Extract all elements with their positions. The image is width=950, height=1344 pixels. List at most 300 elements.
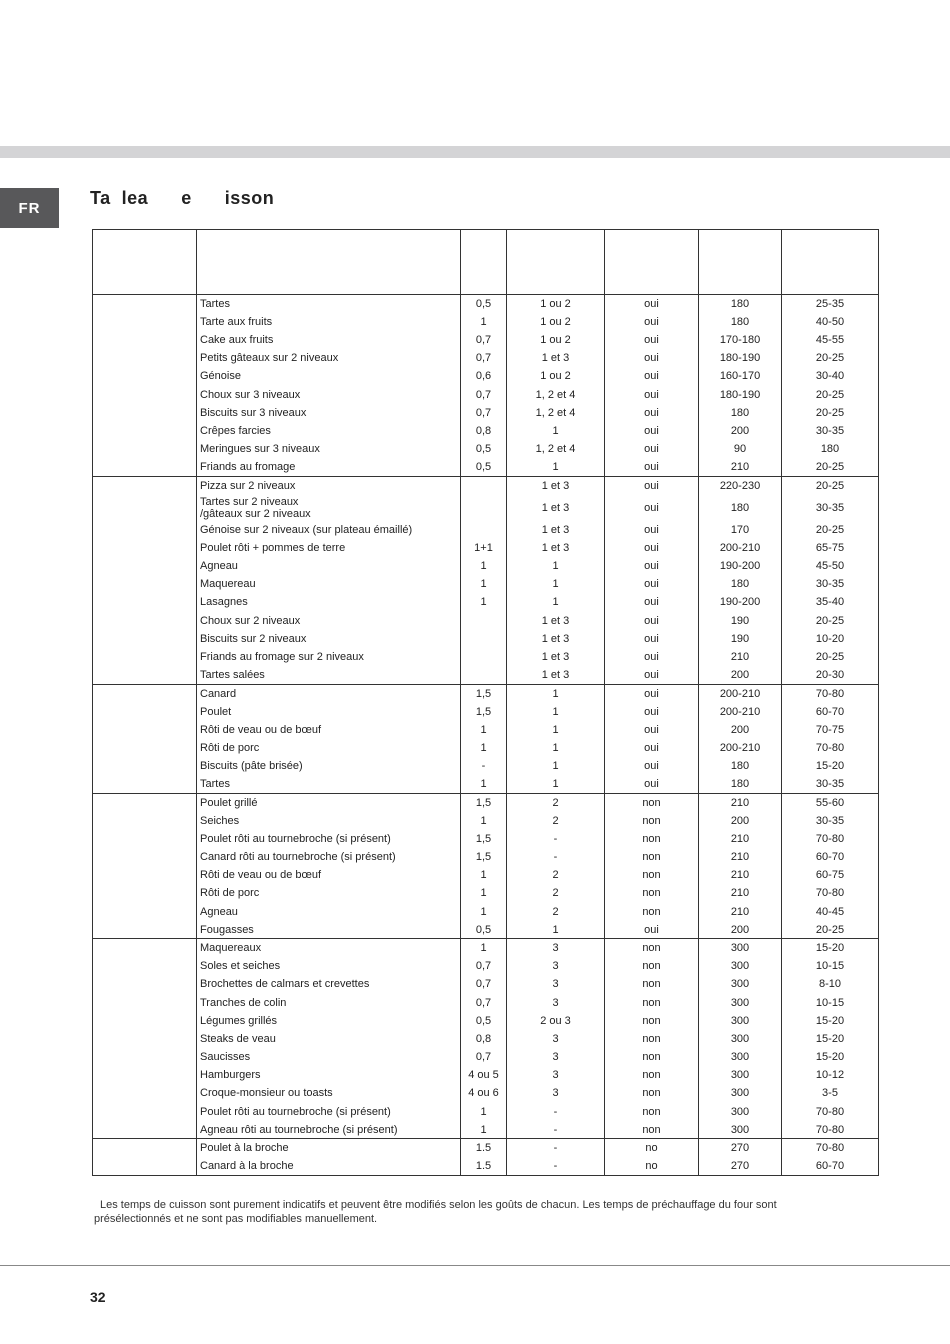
- food-label: Tartes salées: [200, 668, 265, 681]
- weight-cell: 1: [461, 939, 507, 957]
- table-row: [93, 295, 879, 313]
- weight-cell: 1.5: [461, 1157, 507, 1175]
- weight-cell: 1: [461, 721, 507, 739]
- time-cell: 15-20: [782, 1012, 879, 1030]
- temp-cell: 190: [699, 630, 782, 648]
- page-title: Ta lea e isson: [90, 188, 275, 208]
- food-cell: [197, 495, 461, 521]
- table-row: [93, 975, 879, 993]
- food-label: Choux sur 3 niveaux: [200, 388, 301, 401]
- level-cell: 1, 2 et 4: [507, 385, 605, 403]
- preheat-cell: oui: [605, 313, 699, 331]
- level-cell: -: [507, 1139, 605, 1157]
- food-label: Biscuits sur 3 niveaux: [200, 406, 307, 419]
- time-cell: 20-30: [782, 666, 879, 684]
- header-cell-food: [197, 230, 461, 295]
- food-cell: [197, 903, 461, 921]
- food-cell: [197, 385, 461, 403]
- table-row: [93, 721, 879, 739]
- table-row: [93, 495, 879, 521]
- food-cell: [197, 1121, 461, 1139]
- temp-cell: 300: [699, 975, 782, 993]
- preheat-cell: non: [605, 1121, 699, 1139]
- food-label: Biscuits (pâte brisée): [200, 760, 303, 773]
- temp-cell: 210: [699, 884, 782, 902]
- level-cell: 3: [507, 1048, 605, 1066]
- preheat-cell: oui: [605, 385, 699, 403]
- food-label: Friands au fromage: [200, 461, 296, 474]
- weight-cell: 0,5: [461, 440, 507, 458]
- level-cell: 1: [507, 757, 605, 775]
- food-label: Poulet: [200, 705, 232, 718]
- preheat-cell: oui: [605, 702, 699, 720]
- temp-cell: 200: [699, 921, 782, 939]
- food-cell: [197, 866, 461, 884]
- level-cell: 2: [507, 866, 605, 884]
- food-cell: [197, 812, 461, 830]
- food-label: Soles et seiches: [200, 960, 281, 973]
- table-row: [93, 921, 879, 939]
- food-cell: [197, 830, 461, 848]
- time-cell: 40-45: [782, 903, 879, 921]
- food-cell: [197, 521, 461, 539]
- level-cell: 3: [507, 1066, 605, 1084]
- temp-cell: 180: [699, 775, 782, 793]
- preheat-cell: oui: [605, 648, 699, 666]
- level-cell: 1, 2 et 4: [507, 440, 605, 458]
- temp-cell: 220-230: [699, 476, 782, 494]
- food-cell: [197, 367, 461, 385]
- table-row: [93, 630, 879, 648]
- food-label: Agneau rôti au tournebroche (si présent): [200, 1123, 398, 1136]
- preheat-cell: non: [605, 1066, 699, 1084]
- time-cell: 35-40: [782, 593, 879, 611]
- food-label: Petits gâteaux sur 2 niveaux: [200, 352, 339, 365]
- food-label: Meringues sur 3 niveaux: [200, 443, 320, 456]
- food-cell: [197, 331, 461, 349]
- weight-cell: -: [461, 757, 507, 775]
- preheat-cell: oui: [605, 557, 699, 575]
- table-row: [93, 440, 879, 458]
- preheat-cell: oui: [605, 612, 699, 630]
- table-row: [93, 385, 879, 403]
- food-cell: [197, 458, 461, 476]
- temp-cell: 200: [699, 721, 782, 739]
- food-label: Fougasses: [200, 923, 254, 936]
- preheat-cell: oui: [605, 440, 699, 458]
- preheat-cell: no: [605, 1157, 699, 1175]
- time-cell: 20-25: [782, 476, 879, 494]
- table-row: [93, 367, 879, 385]
- time-cell: 30-35: [782, 812, 879, 830]
- time-cell: 20-25: [782, 349, 879, 367]
- food-cell: [197, 440, 461, 458]
- time-cell: 10-20: [782, 630, 879, 648]
- food-label: Saucisses: [200, 1051, 251, 1064]
- weight-cell: 4 ou 5: [461, 1066, 507, 1084]
- table-row: [93, 458, 879, 476]
- mode-cell: [93, 939, 197, 1139]
- weight-cell: 0,8: [461, 422, 507, 440]
- time-cell: 20-25: [782, 648, 879, 666]
- temp-cell: 300: [699, 1084, 782, 1102]
- time-cell: 30-35: [782, 422, 879, 440]
- mode-cell: [93, 476, 197, 684]
- table-row: [93, 775, 879, 793]
- food-label: Tartes: [200, 778, 230, 791]
- temp-cell: 300: [699, 993, 782, 1011]
- food-cell: [197, 757, 461, 775]
- table-header: [93, 230, 879, 295]
- food-label: Poulet grillé: [200, 796, 258, 809]
- temp-cell: 210: [699, 793, 782, 811]
- table-row: [93, 331, 879, 349]
- temp-cell: 180: [699, 757, 782, 775]
- preheat-cell: no: [605, 1139, 699, 1157]
- weight-cell: 0,5: [461, 921, 507, 939]
- preheat-cell: oui: [605, 495, 699, 521]
- temp-cell: 210: [699, 848, 782, 866]
- level-cell: -: [507, 830, 605, 848]
- food-label: Agneau: [200, 905, 238, 918]
- preheat-cell: non: [605, 812, 699, 830]
- level-cell: -: [507, 848, 605, 866]
- weight-cell: 1.5: [461, 1139, 507, 1157]
- level-cell: 1: [507, 458, 605, 476]
- food-label: Hamburgers: [200, 1069, 261, 1082]
- weight-cell: 0,5: [461, 1012, 507, 1030]
- table-row: [93, 1066, 879, 1084]
- time-cell: 20-25: [782, 458, 879, 476]
- temp-cell: 190-200: [699, 557, 782, 575]
- time-cell: 60-70: [782, 1157, 879, 1175]
- time-cell: 70-80: [782, 884, 879, 902]
- food-label: Seiches: [200, 814, 240, 827]
- food-label: Crêpes farcies: [200, 424, 271, 437]
- temp-cell: 200: [699, 812, 782, 830]
- weight-cell: 1: [461, 557, 507, 575]
- weight-cell: 1: [461, 866, 507, 884]
- level-cell: 1 ou 2: [507, 313, 605, 331]
- food-cell: [197, 921, 461, 939]
- preheat-cell: non: [605, 830, 699, 848]
- level-cell: 2: [507, 793, 605, 811]
- mode-cell: [93, 684, 197, 793]
- food-label: Canard: [200, 687, 237, 700]
- preheat-cell: oui: [605, 575, 699, 593]
- table-row: [93, 593, 879, 611]
- table-row: [93, 812, 879, 830]
- table-row: [93, 939, 879, 957]
- weight-cell: [461, 476, 507, 494]
- level-cell: 2: [507, 903, 605, 921]
- level-cell: 1 et 3: [507, 648, 605, 666]
- level-cell: 3: [507, 1084, 605, 1102]
- table-row: [93, 557, 879, 575]
- time-cell: 30-40: [782, 367, 879, 385]
- header-cell-weight: [461, 230, 507, 295]
- weight-cell: 1: [461, 812, 507, 830]
- temp-cell: 90: [699, 440, 782, 458]
- weight-cell: 1: [461, 739, 507, 757]
- level-cell: 1: [507, 702, 605, 720]
- table-row: [93, 1084, 879, 1102]
- table-row: [93, 684, 879, 702]
- preheat-cell: non: [605, 848, 699, 866]
- temp-cell: 200-210: [699, 539, 782, 557]
- level-cell: -: [507, 1157, 605, 1175]
- weight-cell: 1,5: [461, 793, 507, 811]
- food-cell: [197, 1012, 461, 1030]
- preheat-cell: oui: [605, 476, 699, 494]
- temp-cell: 200: [699, 666, 782, 684]
- table-row: [93, 993, 879, 1011]
- time-cell: 30-35: [782, 775, 879, 793]
- mode-cell: [93, 1139, 197, 1175]
- temp-cell: 270: [699, 1139, 782, 1157]
- time-cell: 10-15: [782, 993, 879, 1011]
- food-cell: [197, 739, 461, 757]
- time-cell: 10-12: [782, 1066, 879, 1084]
- level-cell: 1 ou 2: [507, 367, 605, 385]
- weight-cell: [461, 495, 507, 521]
- level-cell: 1 et 3: [507, 476, 605, 494]
- food-label: Canard à la broche: [200, 1159, 294, 1172]
- preheat-cell: oui: [605, 775, 699, 793]
- temp-cell: 200-210: [699, 702, 782, 720]
- preheat-cell: oui: [605, 349, 699, 367]
- food-label: Légumes grillés: [200, 1014, 278, 1027]
- preheat-cell: oui: [605, 684, 699, 702]
- food-label: Maquereau: [200, 578, 256, 591]
- time-cell: 15-20: [782, 757, 879, 775]
- preheat-cell: oui: [605, 630, 699, 648]
- food-cell: [197, 1139, 461, 1157]
- level-cell: -: [507, 1103, 605, 1121]
- food-label: Tranches de colin: [200, 996, 287, 1009]
- weight-cell: 0,7: [461, 975, 507, 993]
- weight-cell: 0,8: [461, 1030, 507, 1048]
- food-cell: [197, 349, 461, 367]
- food-cell: [197, 557, 461, 575]
- language-tab: FR: [0, 188, 59, 228]
- food-label: Poulet rôti au tournebroche (si présent): [200, 1105, 391, 1118]
- preheat-cell: non: [605, 1030, 699, 1048]
- time-cell: 60-70: [782, 702, 879, 720]
- preheat-cell: non: [605, 1048, 699, 1066]
- level-cell: 1: [507, 721, 605, 739]
- table-row: [93, 648, 879, 666]
- food-label: Choux sur 2 niveaux: [200, 614, 301, 627]
- time-cell: 65-75: [782, 539, 879, 557]
- time-cell: 45-55: [782, 331, 879, 349]
- temp-cell: 300: [699, 1121, 782, 1139]
- food-cell: [197, 957, 461, 975]
- weight-cell: [461, 648, 507, 666]
- food-cell: [197, 848, 461, 866]
- temp-cell: 200: [699, 422, 782, 440]
- time-cell: 15-20: [782, 939, 879, 957]
- temp-cell: 300: [699, 1048, 782, 1066]
- time-cell: 15-20: [782, 1048, 879, 1066]
- table-row: [93, 793, 879, 811]
- weight-cell: [461, 630, 507, 648]
- weight-cell: 1: [461, 575, 507, 593]
- level-cell: 1: [507, 575, 605, 593]
- level-cell: 1: [507, 557, 605, 575]
- preheat-cell: oui: [605, 295, 699, 313]
- preheat-cell: non: [605, 1103, 699, 1121]
- preheat-cell: oui: [605, 422, 699, 440]
- time-cell: 20-25: [782, 521, 879, 539]
- cooking-table: [92, 229, 879, 1176]
- temp-cell: 300: [699, 939, 782, 957]
- preheat-cell: non: [605, 1012, 699, 1030]
- table-row: [93, 1030, 879, 1048]
- time-cell: 10-15: [782, 957, 879, 975]
- food-label: Rôti de porc: [200, 741, 260, 754]
- time-cell: 60-75: [782, 866, 879, 884]
- table-row: [93, 1012, 879, 1030]
- preheat-cell: oui: [605, 721, 699, 739]
- table-row: [93, 313, 879, 331]
- table-row: [93, 476, 879, 494]
- weight-cell: 0,6: [461, 367, 507, 385]
- preheat-cell: oui: [605, 921, 699, 939]
- level-cell: 1 et 3: [507, 495, 605, 521]
- temp-cell: 190: [699, 612, 782, 630]
- food-cell: [197, 1084, 461, 1102]
- table-row: [93, 866, 879, 884]
- level-cell: 1, 2 et 4: [507, 404, 605, 422]
- time-cell: 20-25: [782, 921, 879, 939]
- preheat-cell: non: [605, 793, 699, 811]
- header-cell-temp: [699, 230, 782, 295]
- time-cell: 30-35: [782, 495, 879, 521]
- preheat-cell: oui: [605, 331, 699, 349]
- level-cell: 2 ou 3: [507, 1012, 605, 1030]
- level-cell: 1 et 3: [507, 630, 605, 648]
- temp-cell: 170-180: [699, 331, 782, 349]
- level-cell: 1: [507, 422, 605, 440]
- weight-cell: 1: [461, 593, 507, 611]
- food-label: Biscuits sur 2 niveaux: [200, 632, 307, 645]
- food-cell: [197, 648, 461, 666]
- table-row: [93, 830, 879, 848]
- level-cell: 2: [507, 812, 605, 830]
- temp-cell: 180: [699, 575, 782, 593]
- weight-cell: 0,5: [461, 295, 507, 313]
- time-cell: 70-80: [782, 739, 879, 757]
- food-cell: [197, 939, 461, 957]
- temp-cell: 210: [699, 903, 782, 921]
- level-cell: 1 ou 2: [507, 295, 605, 313]
- level-cell: 1: [507, 593, 605, 611]
- food-cell: [197, 1103, 461, 1121]
- food-label: Croque-monsieur ou toasts: [200, 1087, 333, 1100]
- food-cell: [197, 793, 461, 811]
- food-label: Tarte aux fruits: [200, 315, 273, 328]
- temp-cell: 300: [699, 957, 782, 975]
- time-cell: 20-25: [782, 385, 879, 403]
- temp-cell: 300: [699, 1012, 782, 1030]
- time-cell: 20-25: [782, 404, 879, 422]
- table-row: [93, 739, 879, 757]
- weight-cell: 1,5: [461, 830, 507, 848]
- food-cell: [197, 721, 461, 739]
- preheat-cell: oui: [605, 521, 699, 539]
- temp-cell: 180: [699, 313, 782, 331]
- weight-cell: 0,7: [461, 1048, 507, 1066]
- food-label: Lasagnes: [200, 596, 248, 609]
- food-label: Rôti de porc: [200, 887, 260, 900]
- table-row: [93, 1157, 879, 1175]
- preheat-cell: oui: [605, 404, 699, 422]
- level-cell: 3: [507, 1030, 605, 1048]
- food-label: Steaks de veau: [200, 1032, 276, 1045]
- time-cell: 25-35: [782, 295, 879, 313]
- time-cell: 70-80: [782, 1103, 879, 1121]
- food-label: Poulet à la broche: [200, 1142, 289, 1155]
- food-cell: [197, 975, 461, 993]
- table-row: [93, 1121, 879, 1139]
- weight-cell: 1: [461, 903, 507, 921]
- time-cell: 70-80: [782, 684, 879, 702]
- preheat-cell: oui: [605, 367, 699, 385]
- food-label: Cake aux fruits: [200, 333, 274, 346]
- preheat-cell: oui: [605, 593, 699, 611]
- weight-cell: 1: [461, 1103, 507, 1121]
- time-cell: 20-25: [782, 612, 879, 630]
- food-cell: [197, 1030, 461, 1048]
- weight-cell: 0,7: [461, 957, 507, 975]
- food-label: Brochettes de calmars et crevettes: [200, 978, 370, 991]
- level-cell: 2: [507, 884, 605, 902]
- table-body: [93, 295, 879, 1176]
- table-row: [93, 848, 879, 866]
- temp-cell: 200-210: [699, 739, 782, 757]
- food-cell: [197, 775, 461, 793]
- time-cell: 45-50: [782, 557, 879, 575]
- level-cell: 1 ou 2: [507, 331, 605, 349]
- footnote: Les temps de cuisson sont purement indicatifs et peuvent être modifiés selon les goûts de chacun. Les temps de préchauffage du four sont présélectionnés et ne sont pas modifiables manuellement.: [94, 1199, 777, 1225]
- weight-cell: 0,5: [461, 458, 507, 476]
- level-cell: 3: [507, 975, 605, 993]
- level-cell: 1 et 3: [507, 521, 605, 539]
- food-label: Tartes: [200, 297, 230, 310]
- food-cell: [197, 422, 461, 440]
- table-row: [93, 1048, 879, 1066]
- level-cell: 1: [507, 739, 605, 757]
- food-label: Génoise sur 2 niveaux (sur plateau émaillé): [200, 523, 413, 536]
- food-cell: [197, 404, 461, 422]
- time-cell: 30-35: [782, 575, 879, 593]
- temp-cell: 180: [699, 404, 782, 422]
- weight-cell: 1,5: [461, 684, 507, 702]
- header-cell-mode: [93, 230, 197, 295]
- table-row: [93, 884, 879, 902]
- preheat-cell: oui: [605, 757, 699, 775]
- table-row: [93, 612, 879, 630]
- food-cell: [197, 593, 461, 611]
- weight-cell: 0,7: [461, 993, 507, 1011]
- temp-cell: 170: [699, 521, 782, 539]
- header-cell-time: [782, 230, 879, 295]
- temp-cell: 180: [699, 495, 782, 521]
- temp-cell: 300: [699, 1066, 782, 1084]
- weight-cell: 4 ou 6: [461, 1084, 507, 1102]
- time-cell: 15-20: [782, 1030, 879, 1048]
